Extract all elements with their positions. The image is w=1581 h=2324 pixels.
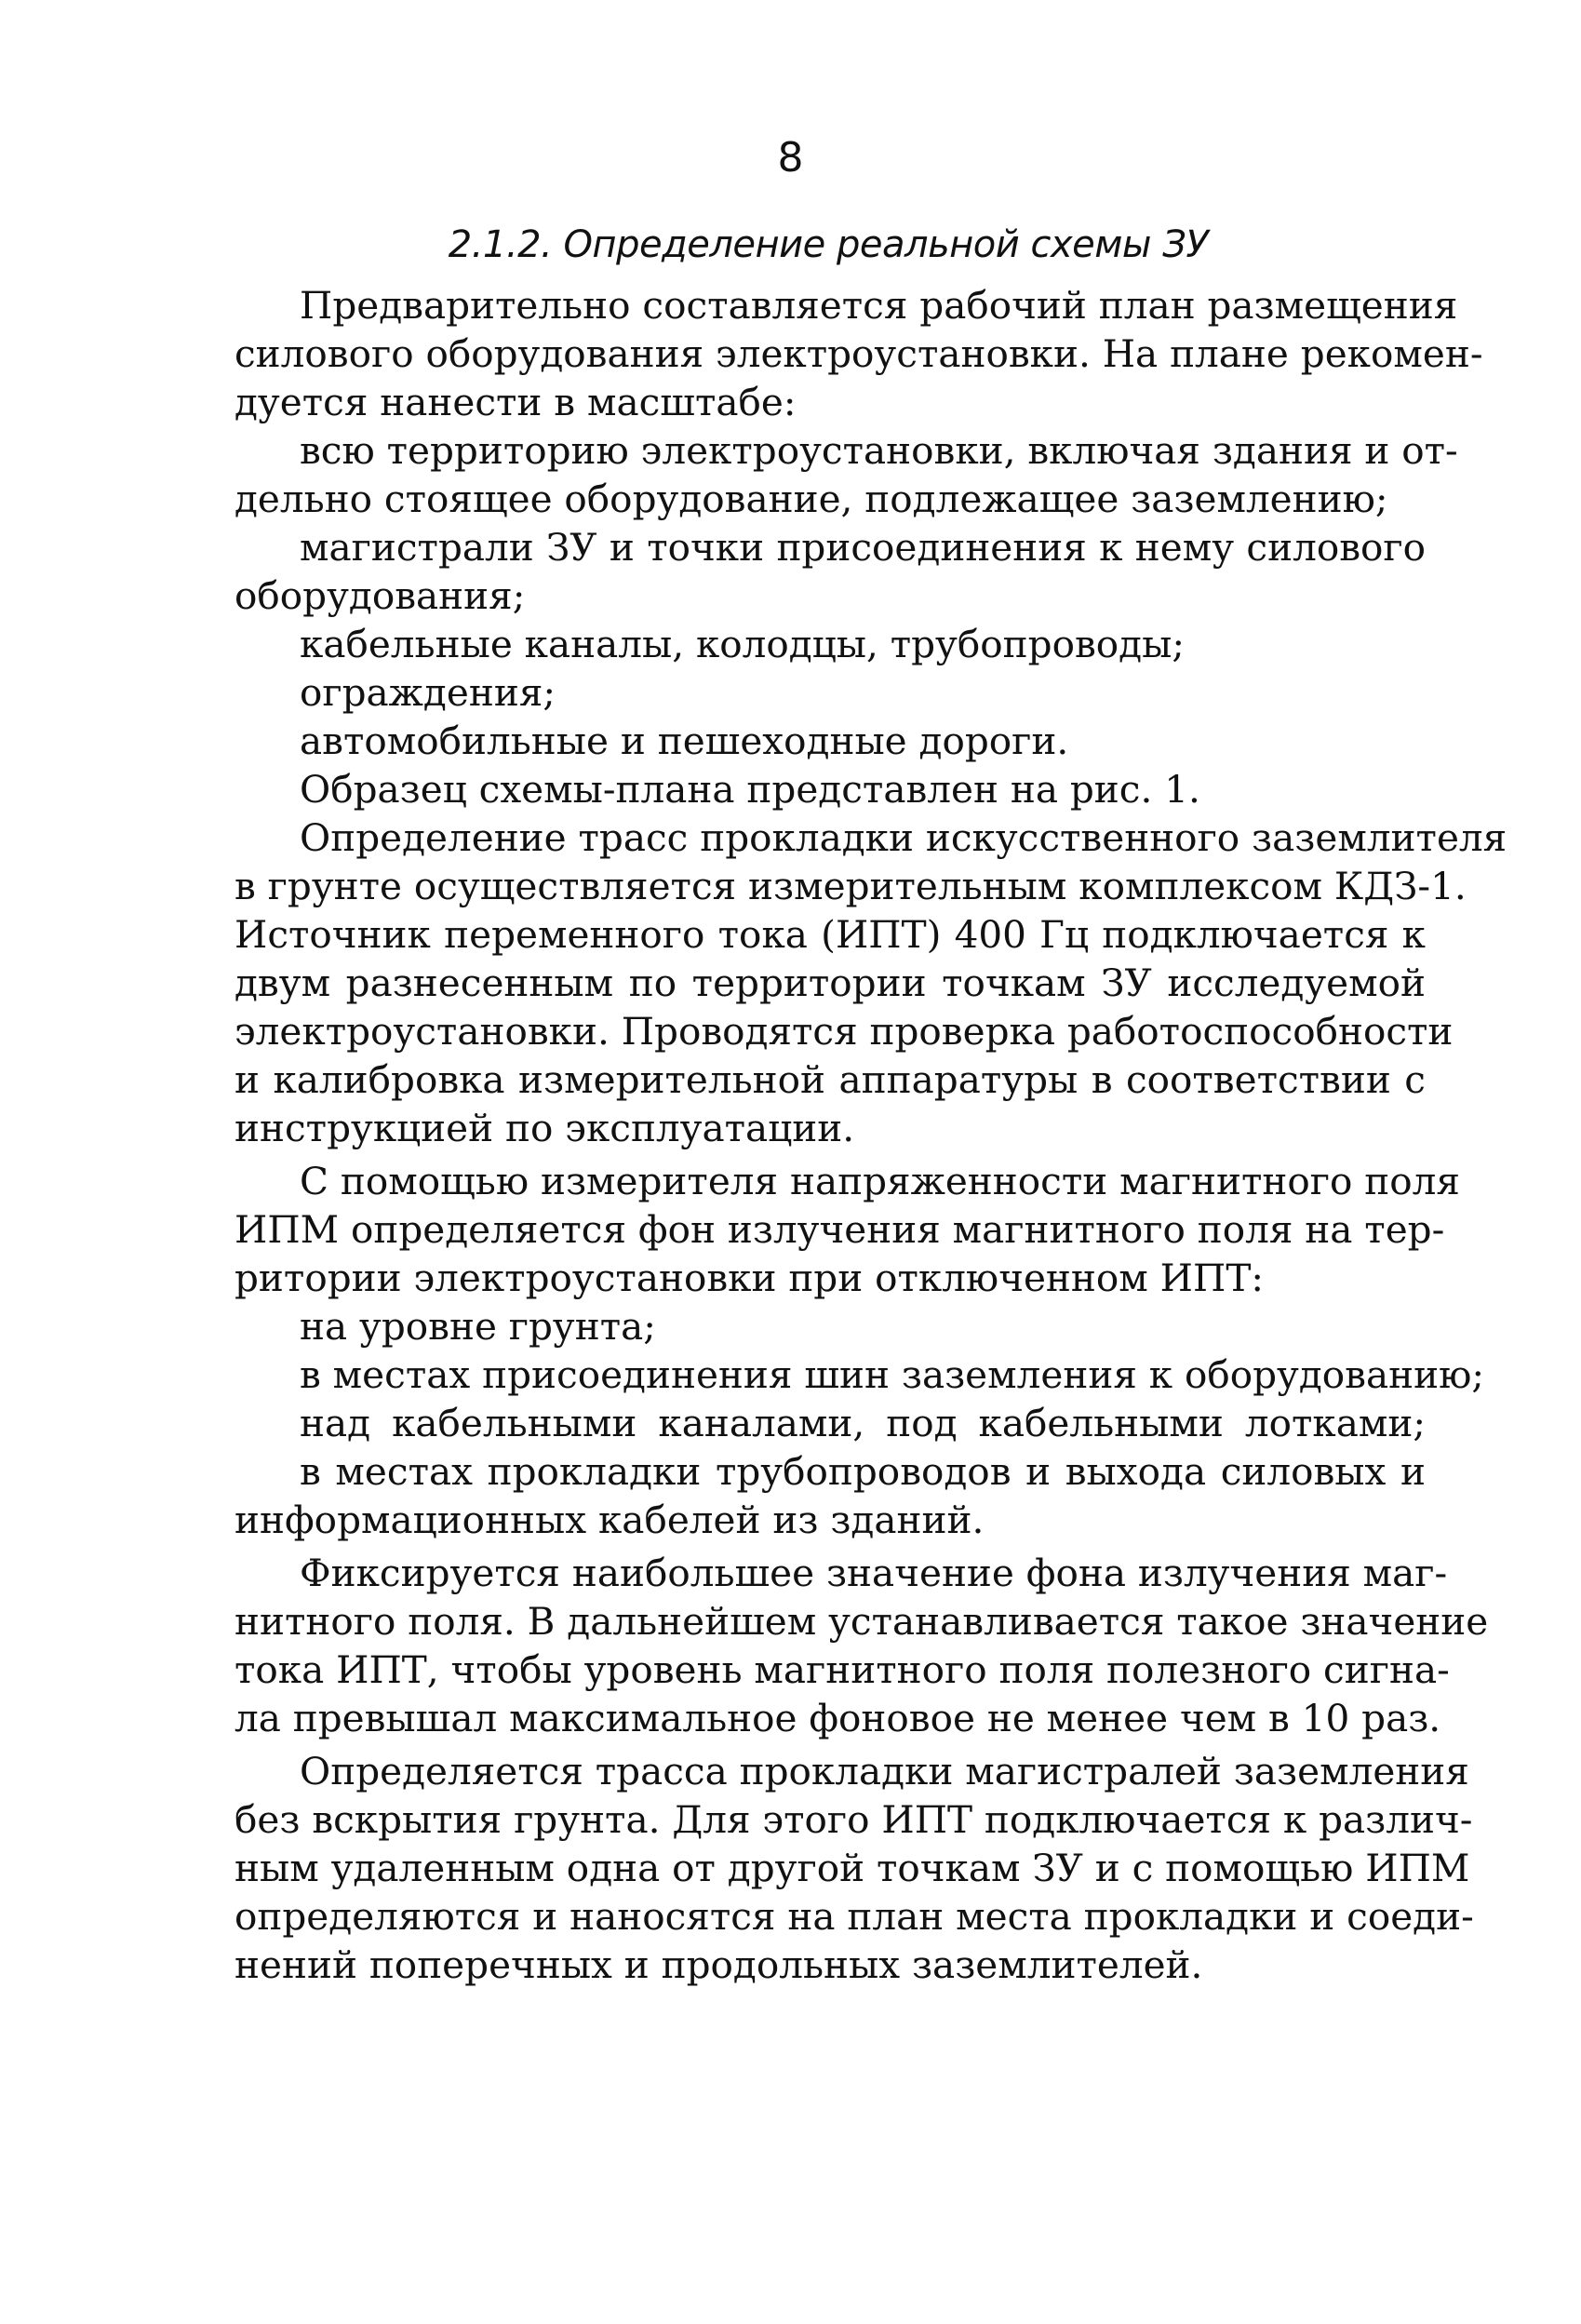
text-line: Фиксируется наибольшее значение фона излучения маг- [300, 1551, 1448, 1595]
text-line: информационных кабелей из зданий. [234, 1498, 985, 1542]
page-number: 8 [777, 134, 804, 181]
text-line: в местах присоединения шин заземления к оборудованию; [300, 1352, 1485, 1397]
text-line: на уровне грунта; [300, 1304, 656, 1349]
text-line: без вскрытия грунта. Для этого ИПТ подключается к различ- [234, 1797, 1473, 1842]
text-line: в местах прокладки трубопроводов и выхода силовых и [300, 1449, 1426, 1494]
text-line: ла превышал максимальное фоновое не менее чем в 10 раз. [234, 1696, 1441, 1740]
text-line: нений поперечных и продольных заземлителей. [234, 1942, 1203, 1987]
text-line: Предварительно составляется рабочий план размещения [300, 283, 1458, 328]
text-line: ным удаленным одна от другой точкам ЗУ и с помощью ИПМ [234, 1846, 1470, 1890]
text-line: двум разнесенным по территории точкам ЗУ исследуемой [234, 960, 1426, 1005]
text-line: в грунте осуществляется измерительным комплексом КДЗ-1. [234, 864, 1467, 908]
text-line: всю территорию электроустановки, включая здания и от- [300, 428, 1458, 473]
text-line: силового оборудования электроустановки. На плане рекомен- [234, 331, 1483, 376]
text-line: Источник переменного тока (ИПТ) 400 Гц подключается к [234, 912, 1426, 957]
text-line: электроустановки. Проводятся проверка работоспособности [234, 1009, 1454, 1054]
text-line: Образец схемы-плана представлен на рис. 1. [300, 767, 1200, 812]
text-line: Определяется трасса прокладки магистралей заземления [300, 1749, 1469, 1793]
text-line: дельно стоящее оборудование, подлежащее заземлению; [234, 477, 1388, 521]
text-line: ограждения; [300, 670, 556, 715]
text-line: магистрали ЗУ и точки присоединения к нему силового [300, 525, 1426, 570]
body-text [234, 281, 1507, 1989]
text-line: Определение трасс прокладки искусственного заземлителя [300, 815, 1507, 860]
text-line: и калибровка измерительной аппаратуры в соответствии с [234, 1057, 1426, 1102]
text-line: ИПМ определяется фон излучения магнитного поля на тер- [234, 1207, 1445, 1252]
section-title: 2.1.2. Определение реальной схемы ЗУ [448, 223, 1209, 266]
text-line: нитного поля. В дальнейшем устанавливается такое значение [234, 1599, 1489, 1644]
text-line: дуется нанести в масштабе: [234, 380, 797, 424]
text-line: инструкцией по эксплуатации. [234, 1106, 855, 1150]
text-line: определяются и наносятся на план места прокладки и соеди- [234, 1894, 1474, 1939]
text-line: над кабельными каналами, под кабельными лотками; [300, 1401, 1426, 1445]
text-line: автомобильные и пешеходные дороги. [300, 719, 1069, 763]
text-line: тока ИПТ, чтобы уровень магнитного поля полезного сигна- [234, 1647, 1450, 1692]
text-line: С помощью измерителя напряженности магнитного поля [300, 1159, 1460, 1203]
text-line: оборудования; [234, 573, 526, 618]
text-line: ритории электроустановки при отключенном ИПТ: [234, 1256, 1264, 1300]
text-line: кабельные каналы, колодцы, трубопроводы; [300, 622, 1185, 666]
